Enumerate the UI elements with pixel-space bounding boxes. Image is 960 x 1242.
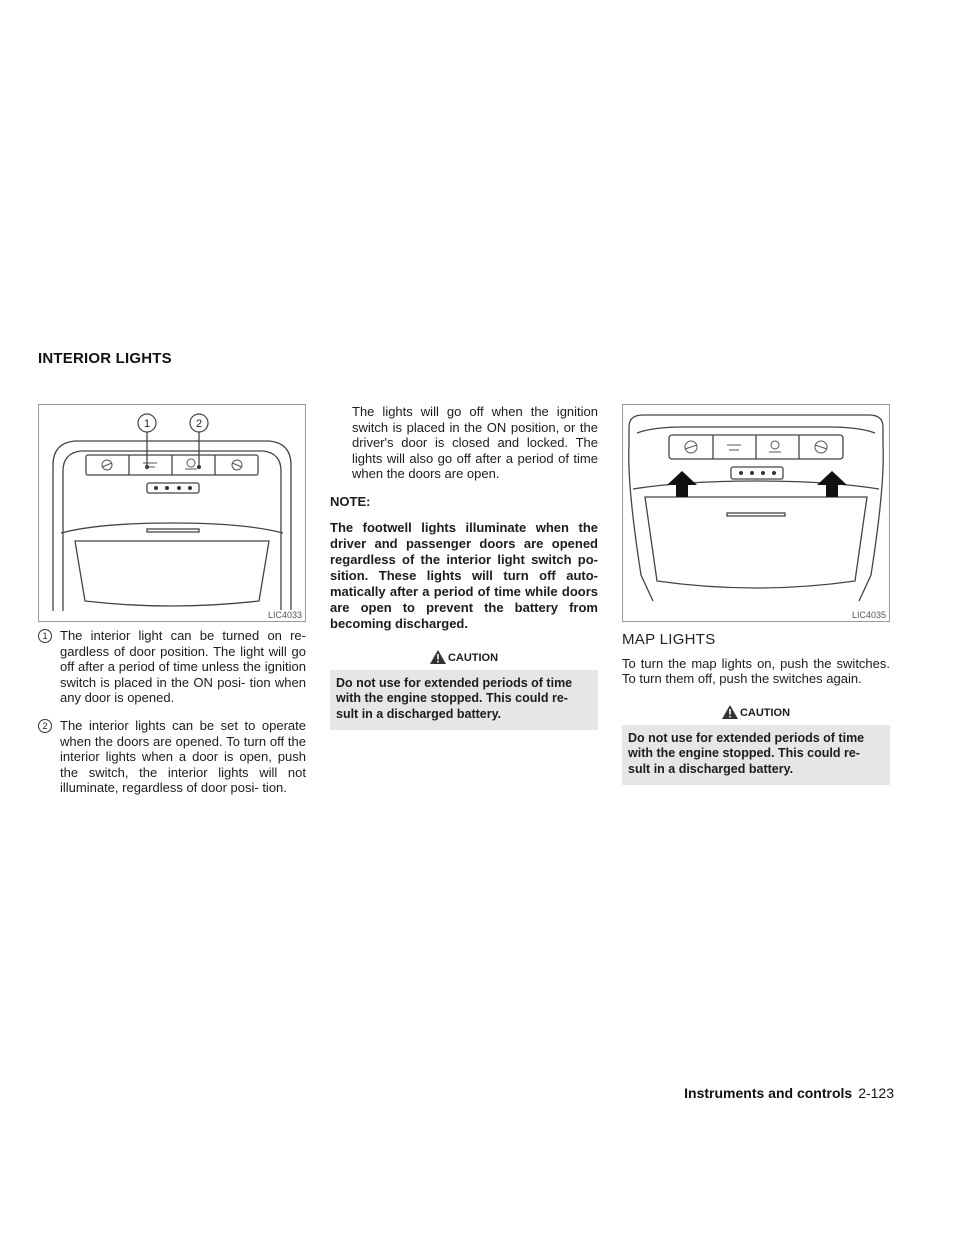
caution-text: Do not use for extended periods of time with the engine stopped. This could re- sult in a discharged battery.	[622, 725, 890, 786]
column-1	[38, 404, 306, 796]
figure-interior-light-switches	[38, 404, 306, 622]
map-lights-heading: MAP LIGHTS	[622, 631, 716, 648]
figure-map-light-switches	[622, 404, 890, 622]
note-heading: NOTE:	[330, 493, 371, 509]
list-item-1	[38, 628, 306, 706]
overhead-console-illustration	[39, 405, 305, 621]
caution-box	[330, 644, 598, 731]
caution-label: CAUTION	[739, 706, 791, 719]
item-text: The interior lights can be set to operate when the doors are opened. To turn off the interior lights when a door is open, push the switch, the interior lights will not illuminate, regardless of door posi- tion.	[60, 717, 306, 796]
caution-label: CAUTION	[447, 651, 499, 664]
continuation-paragraph: The lights will go off when the ignition switch is placed in the ON position, or the driver's door is closed and locked. The lights will also go off after a period of time when the doors are open.	[352, 404, 598, 482]
figure-code: LIC4033	[267, 610, 302, 620]
page-footer	[684, 1085, 894, 1101]
list-item-2	[38, 718, 306, 796]
callout-2: 2	[195, 418, 203, 430]
item-text: The interior light can be turned on re- gardless of door position. The light will go off after a period of time unless the ignition switch is placed in the ON posi- tion when any door is opened.	[60, 628, 306, 706]
caution-box	[622, 699, 890, 786]
item-number: 2	[38, 719, 52, 733]
column-2	[330, 404, 598, 730]
figure-code: LIC4035	[851, 610, 886, 620]
caution-header	[330, 644, 598, 670]
section-title: INTERIOR LIGHTS	[38, 350, 172, 367]
caution-text: Do not use for extended periods of time with the engine stopped. This could re- sult in a discharged battery.	[330, 670, 598, 731]
caution-header	[622, 699, 890, 725]
note-text: The footwell lights illuminate when the driver and passenger doors are opened regardless of the interior light switch po- sition. These lights will turn off auto- matically after a period of time while doors are open to prevent the battery from becoming discharged.	[330, 519, 598, 631]
item-number: 1	[38, 629, 52, 643]
map-lights-illustration	[623, 405, 889, 621]
page-number: 2-123	[858, 1085, 894, 1101]
callout-1: 1	[143, 418, 151, 430]
warning-icon	[722, 705, 738, 719]
footer-section: Instruments and controls	[684, 1085, 853, 1101]
warning-icon	[430, 650, 446, 664]
arrow-icons	[667, 471, 847, 497]
column-3	[622, 404, 890, 785]
map-lights-text: To turn the map lights on, push the switches. To turn them off, push the switches again.	[622, 655, 890, 687]
